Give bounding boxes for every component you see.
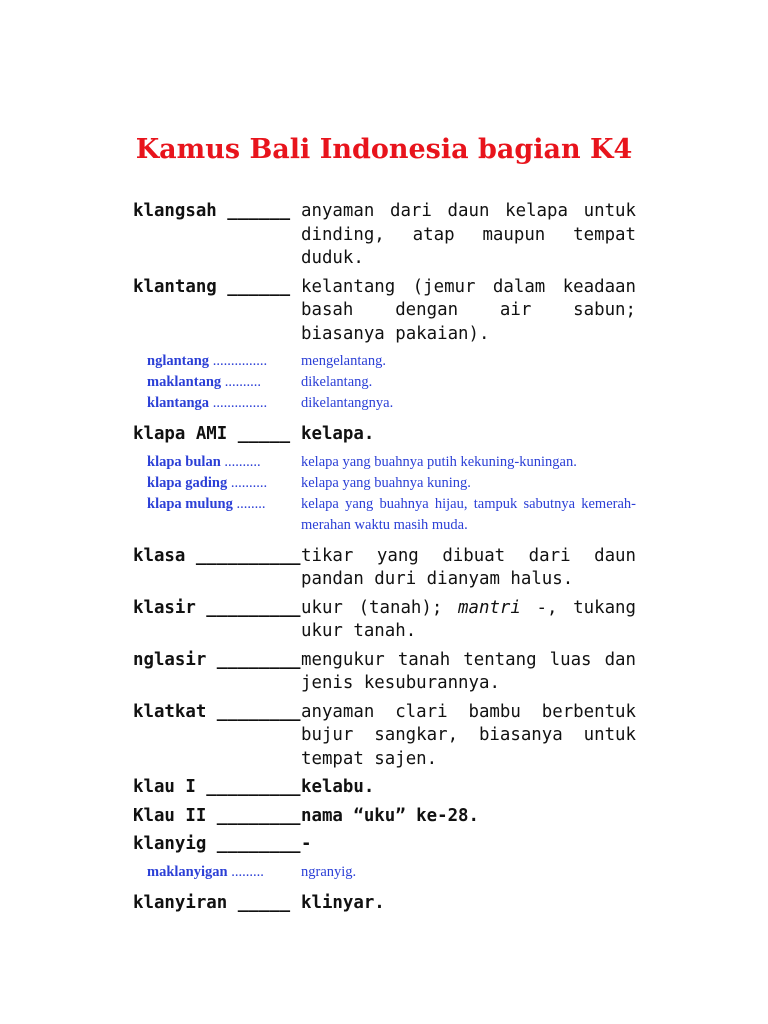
- entry-headword: klapa AMI _____: [133, 424, 291, 444]
- entry-klantang: [133, 276, 636, 347]
- sub-entry-term: nglantang: [147, 353, 210, 369]
- entry-definition: -: [301, 834, 312, 854]
- entry-klapa: [133, 423, 636, 447]
- entry-klasir: [133, 597, 636, 644]
- sub-entries-klapa: [147, 452, 636, 536]
- entry-headword: klantang ______: [133, 276, 291, 297]
- entry-headword: klatkat ________: [133, 701, 301, 722]
- sub-entry: [147, 351, 636, 372]
- entry-definition: klinyar.: [301, 892, 385, 913]
- entry-klasa: [133, 545, 636, 592]
- sub-entry-definition: kelapa yang buahnya kuning.: [301, 474, 471, 491]
- sub-entry: [147, 393, 636, 414]
- definition-text: ukur (tanah);: [301, 597, 459, 618]
- entry-klanyiran: [133, 892, 636, 916]
- entry-klanyig: [133, 833, 636, 857]
- entry-headword: klanyiran _____: [133, 892, 291, 913]
- entry-headword: klau I _________: [133, 777, 301, 797]
- entry-definition: [301, 597, 636, 644]
- sub-entry: [147, 473, 636, 494]
- sub-entry-term: klapa gading: [147, 474, 228, 491]
- sub-entries-klantang: [147, 351, 636, 414]
- sub-entry-definition: dikelantangnya.: [301, 395, 394, 411]
- sub-entry-definition: dikelantang.: [301, 374, 373, 390]
- definition-text: -, tukang ukur tanah.: [301, 597, 636, 641]
- entry-definition: kelapa.: [301, 424, 375, 444]
- entry-definition: mengukur tanah tentang luas dan jenis kesuburannya.: [301, 649, 636, 693]
- entry-nglasir: [133, 649, 636, 696]
- entry-headword: nglasir ________: [133, 649, 301, 670]
- entry-definition: kelabu.: [301, 777, 375, 797]
- sub-entry-definition: kelapa yang buahnya hijau, tampuk sabutnya kemerah-merahan waktu masih muda.: [301, 495, 636, 533]
- entry-klatkat: [133, 701, 636, 772]
- sub-entry-term: klapa bulan: [147, 453, 221, 470]
- leader-dots: ..........: [227, 474, 268, 491]
- entry-headword: klasir _________: [133, 597, 301, 618]
- sub-entry-term: klapa mulung: [147, 495, 233, 512]
- leader-dots: ..........: [221, 374, 262, 390]
- sub-entry: [147, 372, 636, 393]
- entry-definition: nama “uku” ke-28.: [301, 805, 479, 826]
- sub-entry: [147, 862, 636, 883]
- entry-definition: anyaman dari daun kelapa untuk dinding, atap maupun tempat duduk.: [301, 201, 636, 268]
- sub-entry-definition: ngranyig.: [301, 863, 357, 880]
- leader-dots: ...............: [209, 353, 268, 369]
- definition-italic-term: mantri: [458, 597, 521, 618]
- page-title: Kamus Bali Indonesia bagian K4: [135, 134, 633, 165]
- leader-dots: ........: [232, 495, 266, 512]
- leader-dots: ...............: [209, 395, 268, 411]
- leader-dots: ..........: [220, 453, 261, 470]
- entry-headword: klasa __________: [133, 545, 301, 566]
- entry-klangsah: [133, 200, 636, 271]
- entry-headword: klanyig ________: [133, 834, 301, 854]
- entry-klau-ii: [133, 805, 636, 829]
- entry-definition: kelantang (jemur dalam keadaan basah dengan air sabun; biasanya pakaian).: [301, 276, 636, 344]
- sub-entry-term: maklantang: [147, 374, 222, 390]
- sub-entry-term: klantanga: [147, 395, 210, 411]
- sub-entry: [147, 452, 636, 473]
- entry-headword: klangsah ______: [133, 201, 291, 221]
- entry-definition: anyaman clari bambu berbentuk bujur sangkar, biasanya untuk tempat sajen.: [301, 701, 636, 769]
- sub-entry-definition: mengelantang.: [301, 353, 386, 369]
- entry-definition: tikar yang dibuat dari daun pandan duri dianyam halus.: [301, 545, 636, 589]
- dictionary-entries: [133, 200, 636, 920]
- sub-entries-klanyig: [147, 862, 636, 883]
- leader-dots: .........: [227, 863, 264, 880]
- sub-entry: [147, 494, 636, 536]
- sub-entry-term: maklanyigan: [147, 863, 228, 880]
- sub-entry-definition: kelapa yang buahnya putih kekuning-kuningan.: [301, 453, 577, 470]
- entry-headword: Klau II ________: [133, 805, 301, 826]
- entry-klau-i: [133, 776, 636, 800]
